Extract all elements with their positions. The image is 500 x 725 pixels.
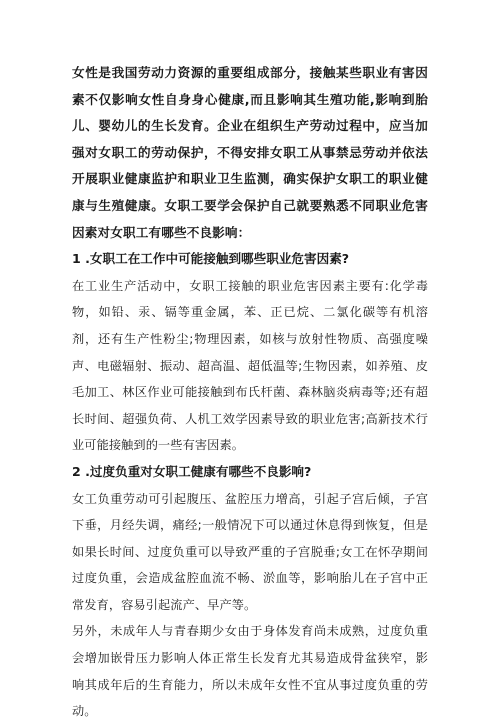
- section-heading: 2 .过度负重对女职工健康有哪些不良影响?: [72, 463, 312, 479]
- section-heading: 1 .女职工在工作中可能接触到哪些职业危害因素?: [72, 251, 350, 267]
- section-2: [72, 459, 428, 725]
- section-paragraph: 女工负重劳动可引起腹压、盆腔压力增高，引起子宫后倾，子宫下垂，月经失调，痛经;一般情况下可以通过休息得到恢复，但是如果长时间、过度负重可以导致严重的子宫脱垂;女工在怀孕期间过度负重，会造成盆腔血流不畅、淤血等，影响胎儿在子宫中正常发育，容易引起流产、早产等。: [72, 491, 428, 612]
- section-paragraph: 另外，未成年人与青春期少女由于身体发育尚未成熟，过度负重会增加嵌骨压力影响人体正常生长发育尤其易造成骨盆狭窄，影响其成年后的生育能力，所以未成年女性不宜从事过度负重的劳动。: [72, 624, 428, 719]
- section-paragraph: 在工业生产活动中，女职工接触的职业危害因素主要有:化学毒物，如铅、汞、镉等重金属，苯、正已烷、二氯化碳等有机溶剂，还有生产性粉尘;物理因素，如核与放射性物质、高强度噪声、电磁辐射、振动、超高温、超低温等;生物因素，如养殖、皮毛加工、林区作业可能接触到布氏杆菌、森林脑炎病毒等;还有超长时间、超强负荷、人机工效学因素导致的职业危害;高新技术行业可能接触到的一些有害因素。: [72, 278, 428, 453]
- intro-paragraph: 女性是我国劳动力资源的重要组成部分，接触某些职业有害因素不仅影响女性自身身心健康,而且影响其生殖功能,影响到胎儿、婴幼儿的生长发育。企业在组织生产劳动过程中，应当加强对女职工的劳动保护，不得安排女职工从事禁忌劳动并依法开展职业健康监护和职业卫生监测，确实保护女职工的职业健康与生殖健康。女职工要学会保护自己就要熟悉不同职业危害因素对女职工有哪些不良影响：: [72, 65, 428, 240]
- section-1: [72, 246, 428, 459]
